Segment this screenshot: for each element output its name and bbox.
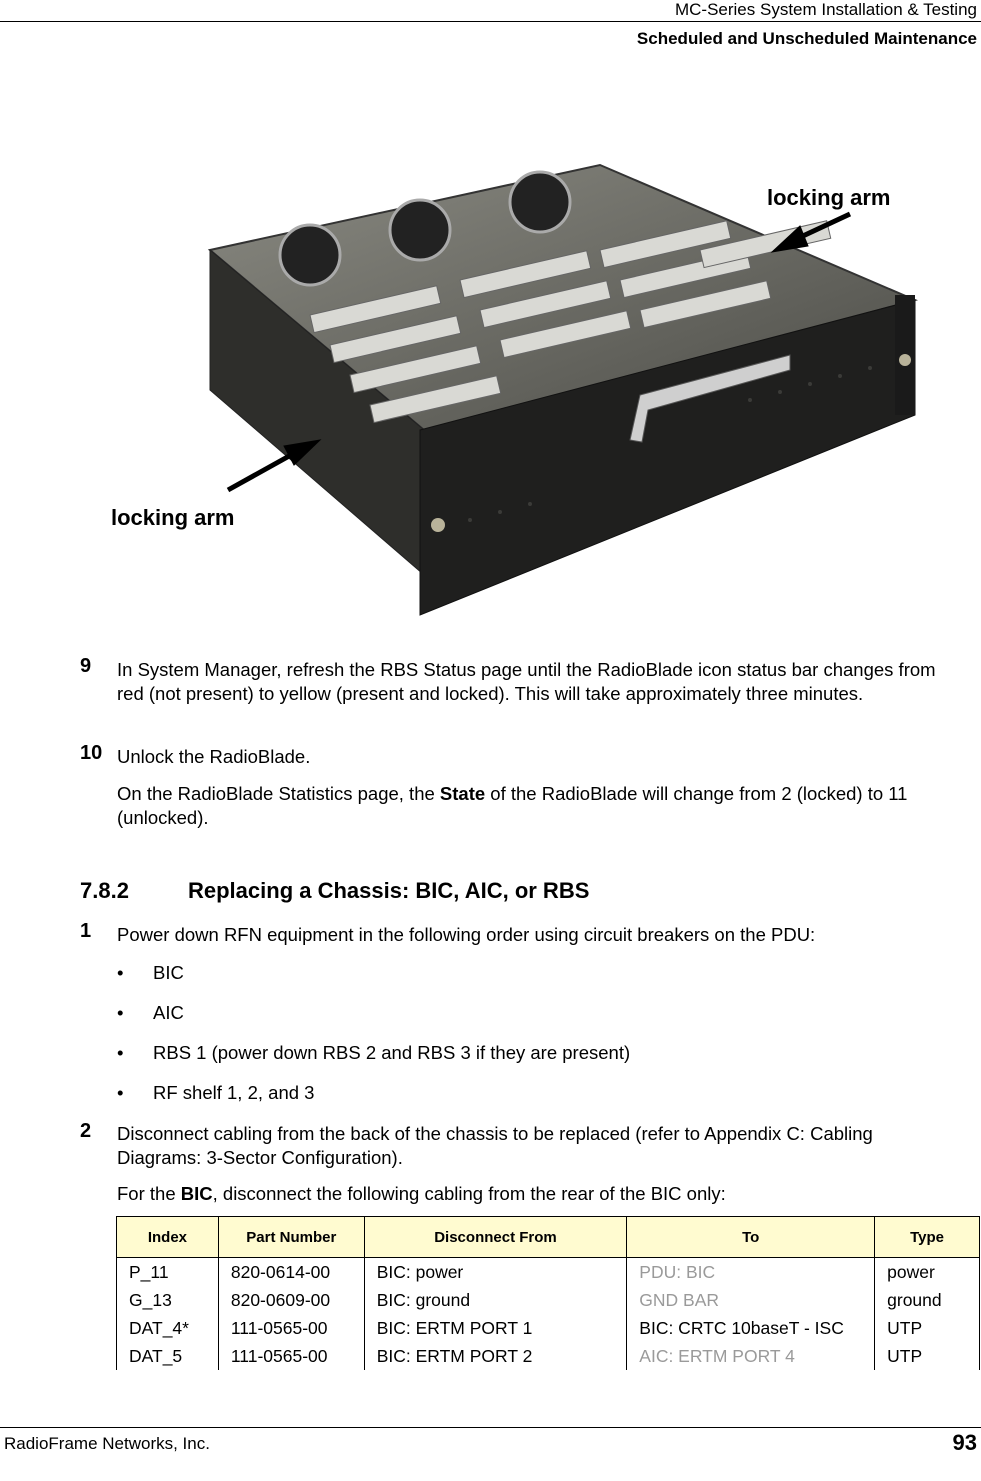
table-cell: 111-0565-00 xyxy=(218,1342,364,1370)
step-number: 1 xyxy=(80,920,92,942)
table-cell: P_11 xyxy=(117,1258,219,1287)
cabling-table xyxy=(116,1216,980,1370)
table-row xyxy=(117,1342,980,1370)
page-number: 93 xyxy=(952,1430,977,1455)
step-text: Power down RFN equipment in the following order using circuit breakers on the PDU: xyxy=(117,924,816,945)
bullet-icon: • xyxy=(117,1082,124,1103)
running-header-subtitle: Scheduled and Unscheduled Maintenance xyxy=(636,29,977,48)
column-header: Disconnect From xyxy=(364,1217,627,1258)
step-detail: For the BIC, disconnect the following cabling from the rear of the BIC only: xyxy=(117,1183,726,1204)
table-cell: GND BAR xyxy=(627,1286,875,1314)
table-cell: PDU: BIC xyxy=(627,1258,875,1287)
table-cell: BIC: ERTM PORT 1 xyxy=(364,1314,627,1342)
table-header-row xyxy=(117,1217,980,1258)
step-text: Disconnect cabling from the back of the chassis to be replaced (refer to Appendix C: Cabling Diagrams: 3-Sector Configuration). xyxy=(117,1123,873,1168)
column-header: Part Number xyxy=(218,1217,364,1258)
table-cell: BIC: ERTM PORT 2 xyxy=(364,1342,627,1370)
section-number: 7.8.2 xyxy=(80,878,129,903)
column-header: Type xyxy=(875,1217,980,1258)
footer-rule xyxy=(0,1427,981,1428)
table-cell: BIC: CRTC 10baseT - ISC xyxy=(627,1314,875,1342)
header-rule xyxy=(0,21,981,22)
locking-arm-label-top: locking arm xyxy=(767,185,891,210)
state-term: State xyxy=(439,783,486,804)
locking-arm-label-bottom: locking arm xyxy=(111,505,235,530)
table-cell: DAT_4* xyxy=(117,1314,219,1342)
table-row xyxy=(117,1314,980,1342)
step-detail: On the RadioBlade Statistics page, the State of the RadioBlade will change from 2 (locked) to 11 (unlocked). xyxy=(117,783,908,828)
footer-company: RadioFrame Networks, Inc. xyxy=(4,1434,210,1453)
section-heading xyxy=(80,878,589,904)
column-header: To xyxy=(627,1217,875,1258)
step-text: In System Manager, refresh the RBS Status page until the RadioBlade icon status bar changes from red (not present) to yellow (present and locked). This will take approximately three minutes. xyxy=(117,659,936,704)
table-cell: BIC: power xyxy=(364,1258,627,1287)
table-cell: UTP xyxy=(875,1314,980,1342)
bullet-icon: • xyxy=(117,1002,124,1023)
step-number: 2 xyxy=(80,1120,92,1142)
section-title: Replacing a Chassis: BIC, AIC, or RBS xyxy=(188,878,590,903)
bullet-icon: • xyxy=(117,962,124,983)
column-header: Index xyxy=(117,1217,219,1258)
table-cell: power xyxy=(875,1258,980,1287)
table-cell: AIC: ERTM PORT 4 xyxy=(627,1342,875,1370)
list-item: • RF shelf 1, 2, and 3 xyxy=(117,1082,315,1103)
table-cell: 820-0614-00 xyxy=(218,1258,364,1287)
table-row xyxy=(117,1258,980,1287)
table-row xyxy=(117,1286,980,1314)
table-cell: DAT_5 xyxy=(117,1342,219,1370)
table-cell: BIC: ground xyxy=(364,1286,627,1314)
table-cell: 111-0565-00 xyxy=(218,1314,364,1342)
step-number: 9 xyxy=(80,655,92,677)
list-item: • AIC xyxy=(117,1002,184,1023)
running-header-title: MC-Series System Installation & Testing xyxy=(674,0,977,19)
chassis-photo xyxy=(100,160,930,620)
bullet-icon: • xyxy=(117,1042,124,1063)
table-cell: UTP xyxy=(875,1342,980,1370)
table-cell: G_13 xyxy=(117,1286,219,1314)
step-number: 10 xyxy=(80,742,103,764)
table-cell: ground xyxy=(875,1286,980,1314)
bic-term: BIC xyxy=(180,1183,213,1204)
step-text: Unlock the RadioBlade. xyxy=(117,746,311,767)
list-item: • RBS 1 (power down RBS 2 and RBS 3 if they are present) xyxy=(117,1042,631,1063)
list-item: • BIC xyxy=(117,962,184,983)
table-cell: 820-0609-00 xyxy=(218,1286,364,1314)
